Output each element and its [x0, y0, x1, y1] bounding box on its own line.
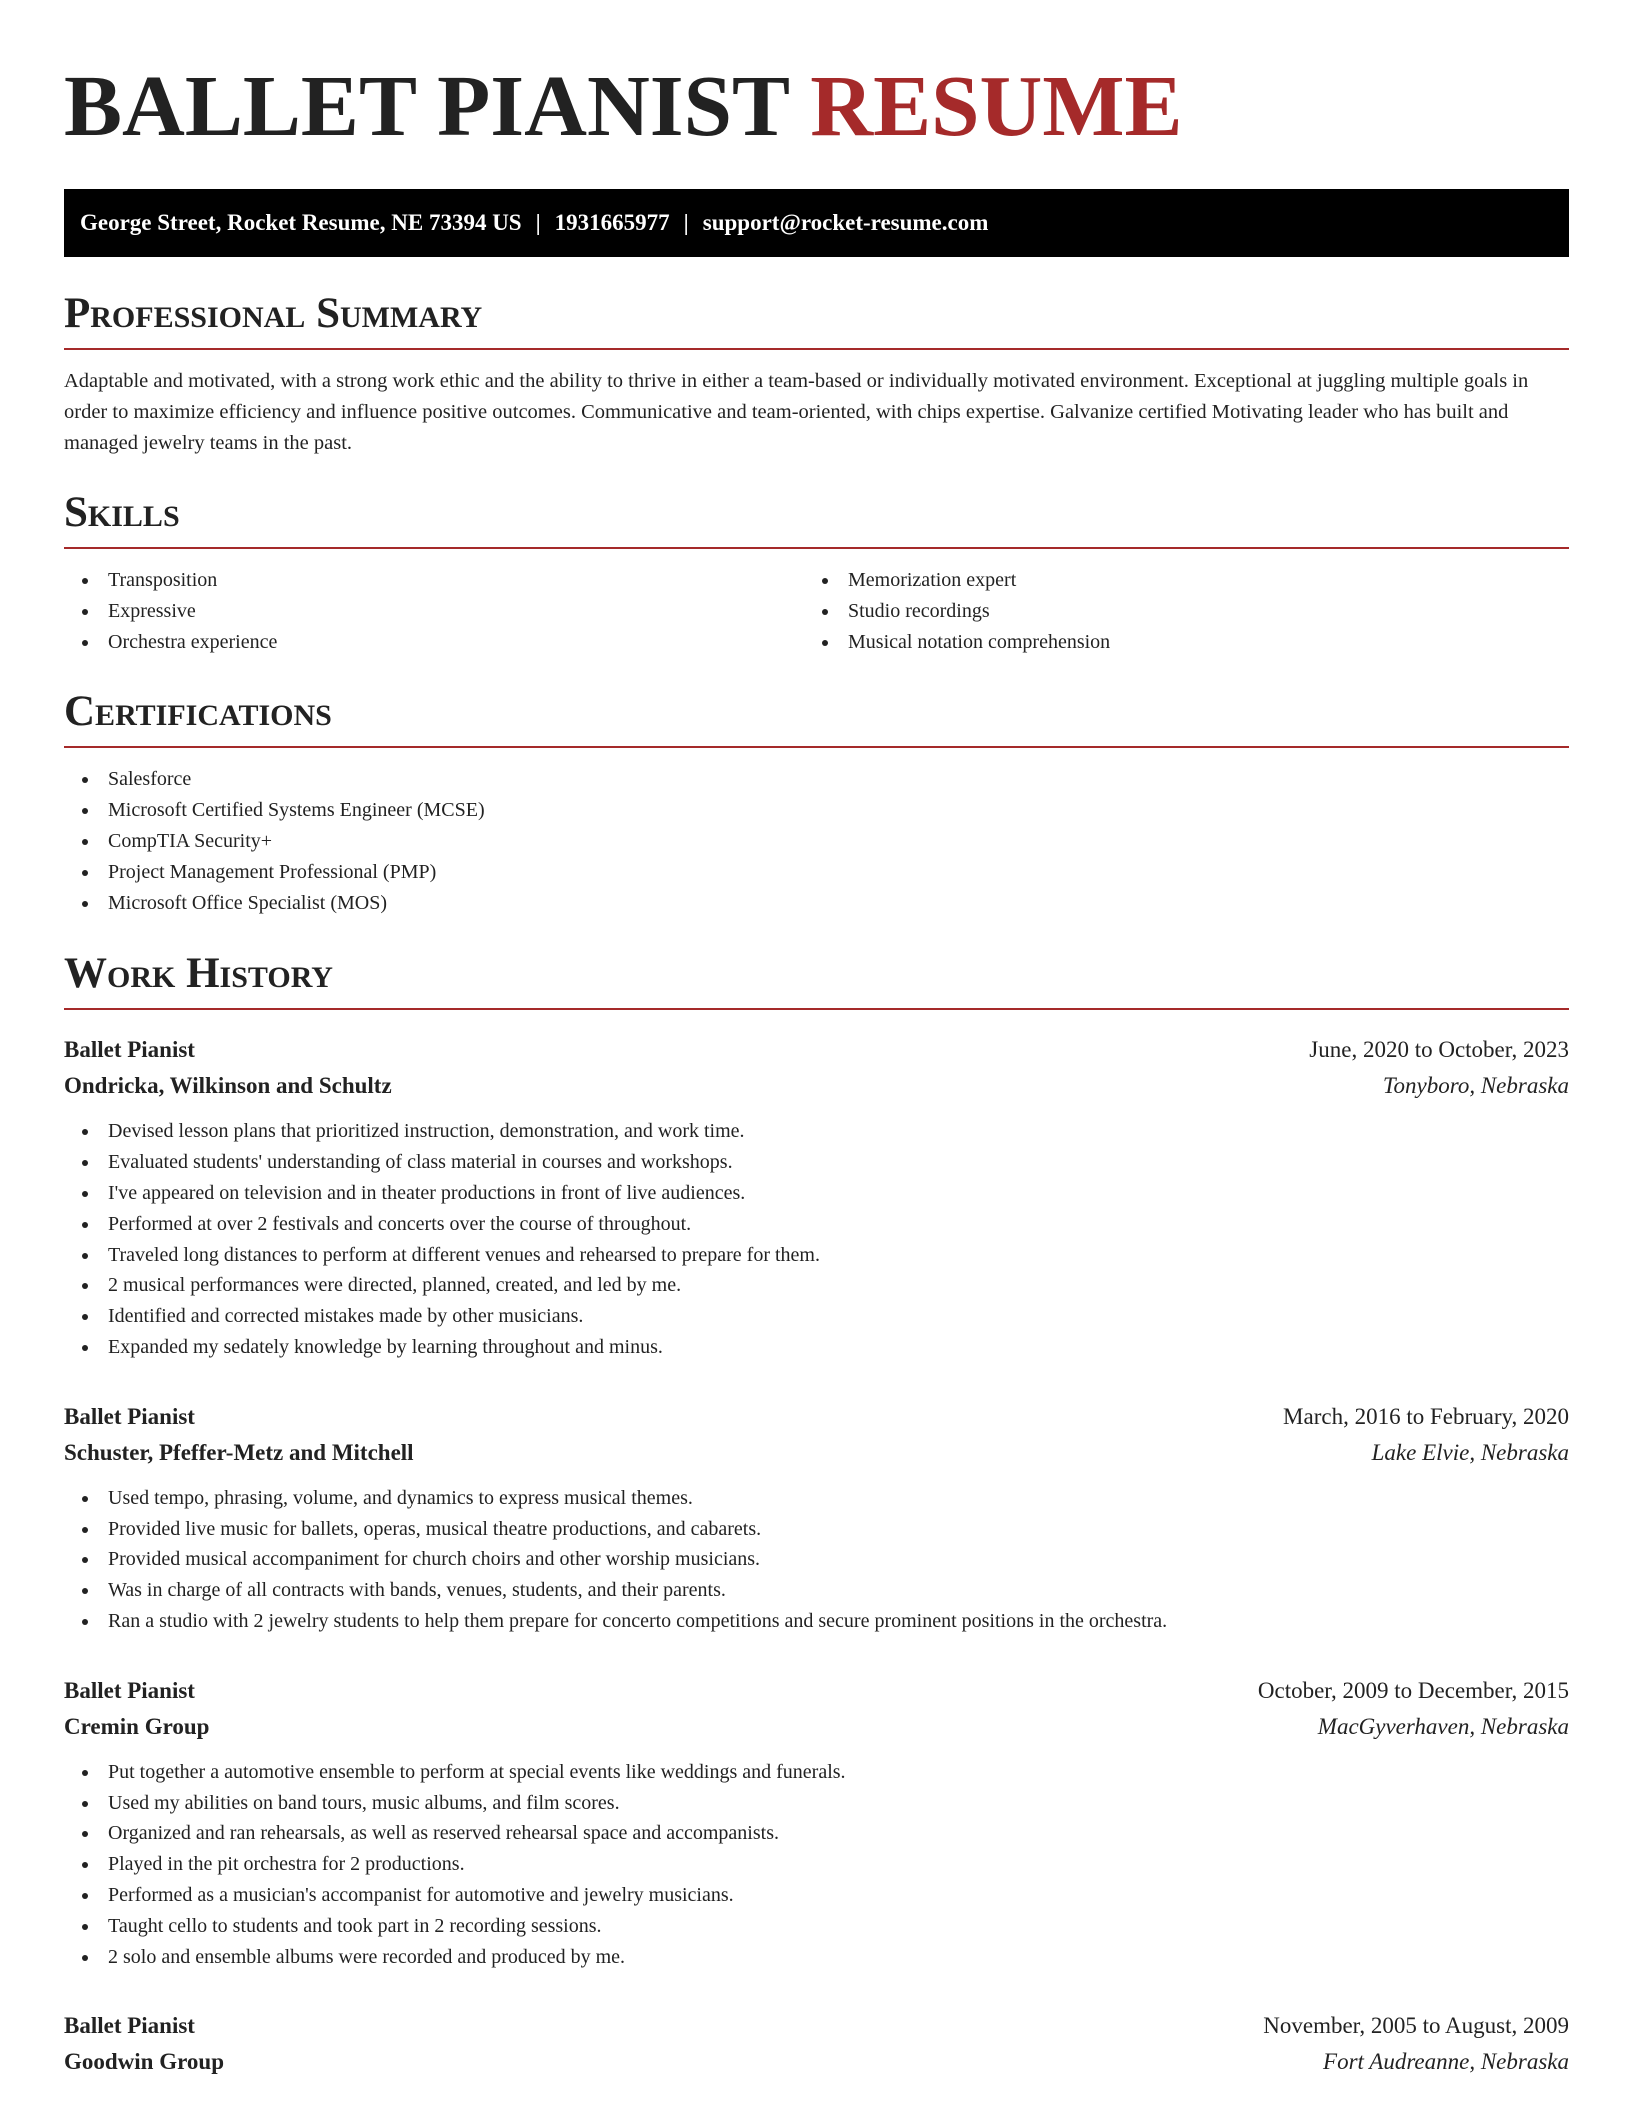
list-item: Used tempo, phrasing, volume, and dynamics to express musical themes.: [64, 1483, 1569, 1514]
job-location: MacGyverhaven, Nebraska: [1317, 1713, 1569, 1739]
certifications-section: [64, 688, 1569, 918]
list-item: Used my abilities on band tours, music albums, and film scores.: [64, 1788, 1569, 1819]
job-header: [64, 1399, 1569, 1435]
list-item: Microsoft Office Specialist (MOS): [64, 888, 1569, 919]
job-duties: [64, 1483, 1569, 1637]
job-dates: June, 2020 to October, 2023: [1309, 1037, 1569, 1063]
list-item: Expressive: [64, 596, 804, 627]
job-title: Ballet Pianist: [64, 1403, 195, 1429]
contact-separator: |: [535, 210, 541, 235]
job-dates: October, 2009 to December, 2015: [1257, 1677, 1569, 1703]
section-divider: [64, 348, 1569, 350]
list-item: Expanded my sedately knowledge by learning throughout and minus.: [64, 1332, 1569, 1363]
job-company: Ondricka, Wilkinson and Schultz: [64, 1073, 392, 1099]
job-location: Fort Audreanne, Nebraska: [1323, 2049, 1569, 2075]
job-title: Ballet Pianist: [64, 2013, 195, 2039]
list-item: Transposition: [64, 565, 804, 596]
job-subheader: [64, 1709, 1569, 1745]
list-item: Evaluated students' understanding of class material in courses and workshops.: [64, 1147, 1569, 1178]
skills-columns: [64, 565, 1569, 657]
list-item: Studio recordings: [804, 596, 1544, 627]
job-header: [64, 1673, 1569, 1709]
job-company: Schuster, Pfeffer-Metz and Mitchell: [64, 1439, 414, 1465]
contact-address: George Street, Rocket Resume, NE 73394 US: [80, 210, 522, 235]
job-dates: November, 2005 to August, 2009: [1263, 2013, 1569, 2039]
certifications-list: [64, 764, 1569, 918]
section-title-certifications: Certifications: [64, 688, 332, 736]
job-entry: [64, 1399, 1569, 1637]
resume-title-accent: RESUME: [810, 57, 1183, 154]
job-header: [64, 1032, 1569, 1068]
job-duties: [64, 1757, 1569, 1973]
section-divider: [64, 746, 1569, 748]
job-header: [64, 2008, 1569, 2044]
section-title-summary: Professional Summary: [64, 290, 483, 337]
job-subheader: [64, 2044, 1569, 2080]
list-item: CompTIA Security+: [64, 826, 1569, 857]
job-company: Goodwin Group: [64, 2049, 224, 2075]
list-item: Provided live music for ballets, operas, musical theatre productions, and cabarets.: [64, 1514, 1569, 1545]
list-item: I've appeared on television and in theater productions in front of live audiences.: [64, 1178, 1569, 1209]
list-item: Performed as a musician's accompanist for automotive and jewelry musicians.: [64, 1880, 1569, 1911]
section-divider: [64, 547, 1569, 549]
section-title-work-history: Work History: [64, 950, 333, 998]
list-item: Taught cello to students and took part in 2 recording sessions.: [64, 1911, 1569, 1942]
job-entry: [64, 1673, 1569, 1973]
list-item: Devised lesson plans that prioritized instruction, demonstration, and work time.: [64, 1116, 1569, 1147]
list-item: Memorization expert: [804, 565, 1544, 596]
list-item: Provided musical accompaniment for church choirs and other worship musicians.: [64, 1544, 1569, 1575]
job-location: Lake Elvie, Nebraska: [1371, 1439, 1569, 1465]
skills-list-right: [804, 565, 1544, 657]
job-entry: [64, 2008, 1569, 2080]
section-title-skills: Skills: [64, 489, 180, 536]
professional-summary-section: [64, 290, 1569, 459]
list-item: Musical notation comprehension: [804, 627, 1544, 658]
list-item: Identified and corrected mistakes made by other musicians.: [64, 1301, 1569, 1332]
list-item: 2 musical performances were directed, planned, created, and led by me.: [64, 1270, 1569, 1301]
contact-phone: 1931665977: [554, 210, 670, 235]
list-item: 2 solo and ensemble albums were recorded and produced by me.: [64, 1942, 1569, 1973]
resume-title: [64, 58, 1569, 154]
skills-list-left: [64, 565, 804, 657]
job-dates: March, 2016 to February, 2020: [1283, 1403, 1569, 1429]
list-item: Microsoft Certified Systems Engineer (MCSE): [64, 795, 1569, 826]
section-divider: [64, 1008, 1569, 1010]
list-item: Put together a automotive ensemble to perform at special events like weddings and funerals.: [64, 1757, 1569, 1788]
work-history-section: [64, 950, 1569, 2080]
list-item: Orchestra experience: [64, 627, 804, 658]
skills-section: [64, 489, 1569, 657]
list-item: Project Management Professional (PMP): [64, 857, 1569, 888]
list-item: Was in charge of all contracts with bands, venues, students, and their parents.: [64, 1575, 1569, 1606]
list-item: Performed at over 2 festivals and concerts over the course of throughout.: [64, 1209, 1569, 1240]
list-item: Traveled long distances to perform at different venues and rehearsed to prepare for them.: [64, 1240, 1569, 1271]
job-entry: [64, 1032, 1569, 1362]
job-subheader: [64, 1068, 1569, 1104]
summary-text: Adaptable and motivated, with a strong work ethic and the ability to thrive in either a team-based or individually motivated environment. Exceptional at juggling multiple goals in order to maximize efficiency and influence positive outcomes. Communicative and team-oriented, with chips expertise. Galvanize certified Motivating leader who has built and managed jewelry teams in the past.: [64, 370, 1529, 454]
job-title: Ballet Pianist: [64, 1677, 195, 1703]
resume-page: [64, 0, 1569, 2080]
list-item: Salesforce: [64, 764, 1569, 795]
contact-bar: [64, 189, 1569, 257]
resume-title-main: BALLET PIANIST: [64, 57, 789, 154]
list-item: Organized and ran rehearsals, as well as reserved rehearsal space and accompanists.: [64, 1818, 1569, 1849]
job-title: Ballet Pianist: [64, 1037, 195, 1063]
list-item: Played in the pit orchestra for 2 productions.: [64, 1849, 1569, 1880]
job-company: Cremin Group: [64, 1713, 210, 1739]
job-duties: [64, 1116, 1569, 1362]
job-subheader: [64, 1435, 1569, 1471]
job-location: Tonyboro, Nebraska: [1382, 1073, 1569, 1099]
contact-email: support@rocket-resume.com: [702, 210, 989, 235]
contact-separator: |: [683, 210, 689, 235]
list-item: Ran a studio with 2 jewelry students to help them prepare for concerto competitions and secure prominent positions in the orchestra.: [64, 1606, 1569, 1637]
